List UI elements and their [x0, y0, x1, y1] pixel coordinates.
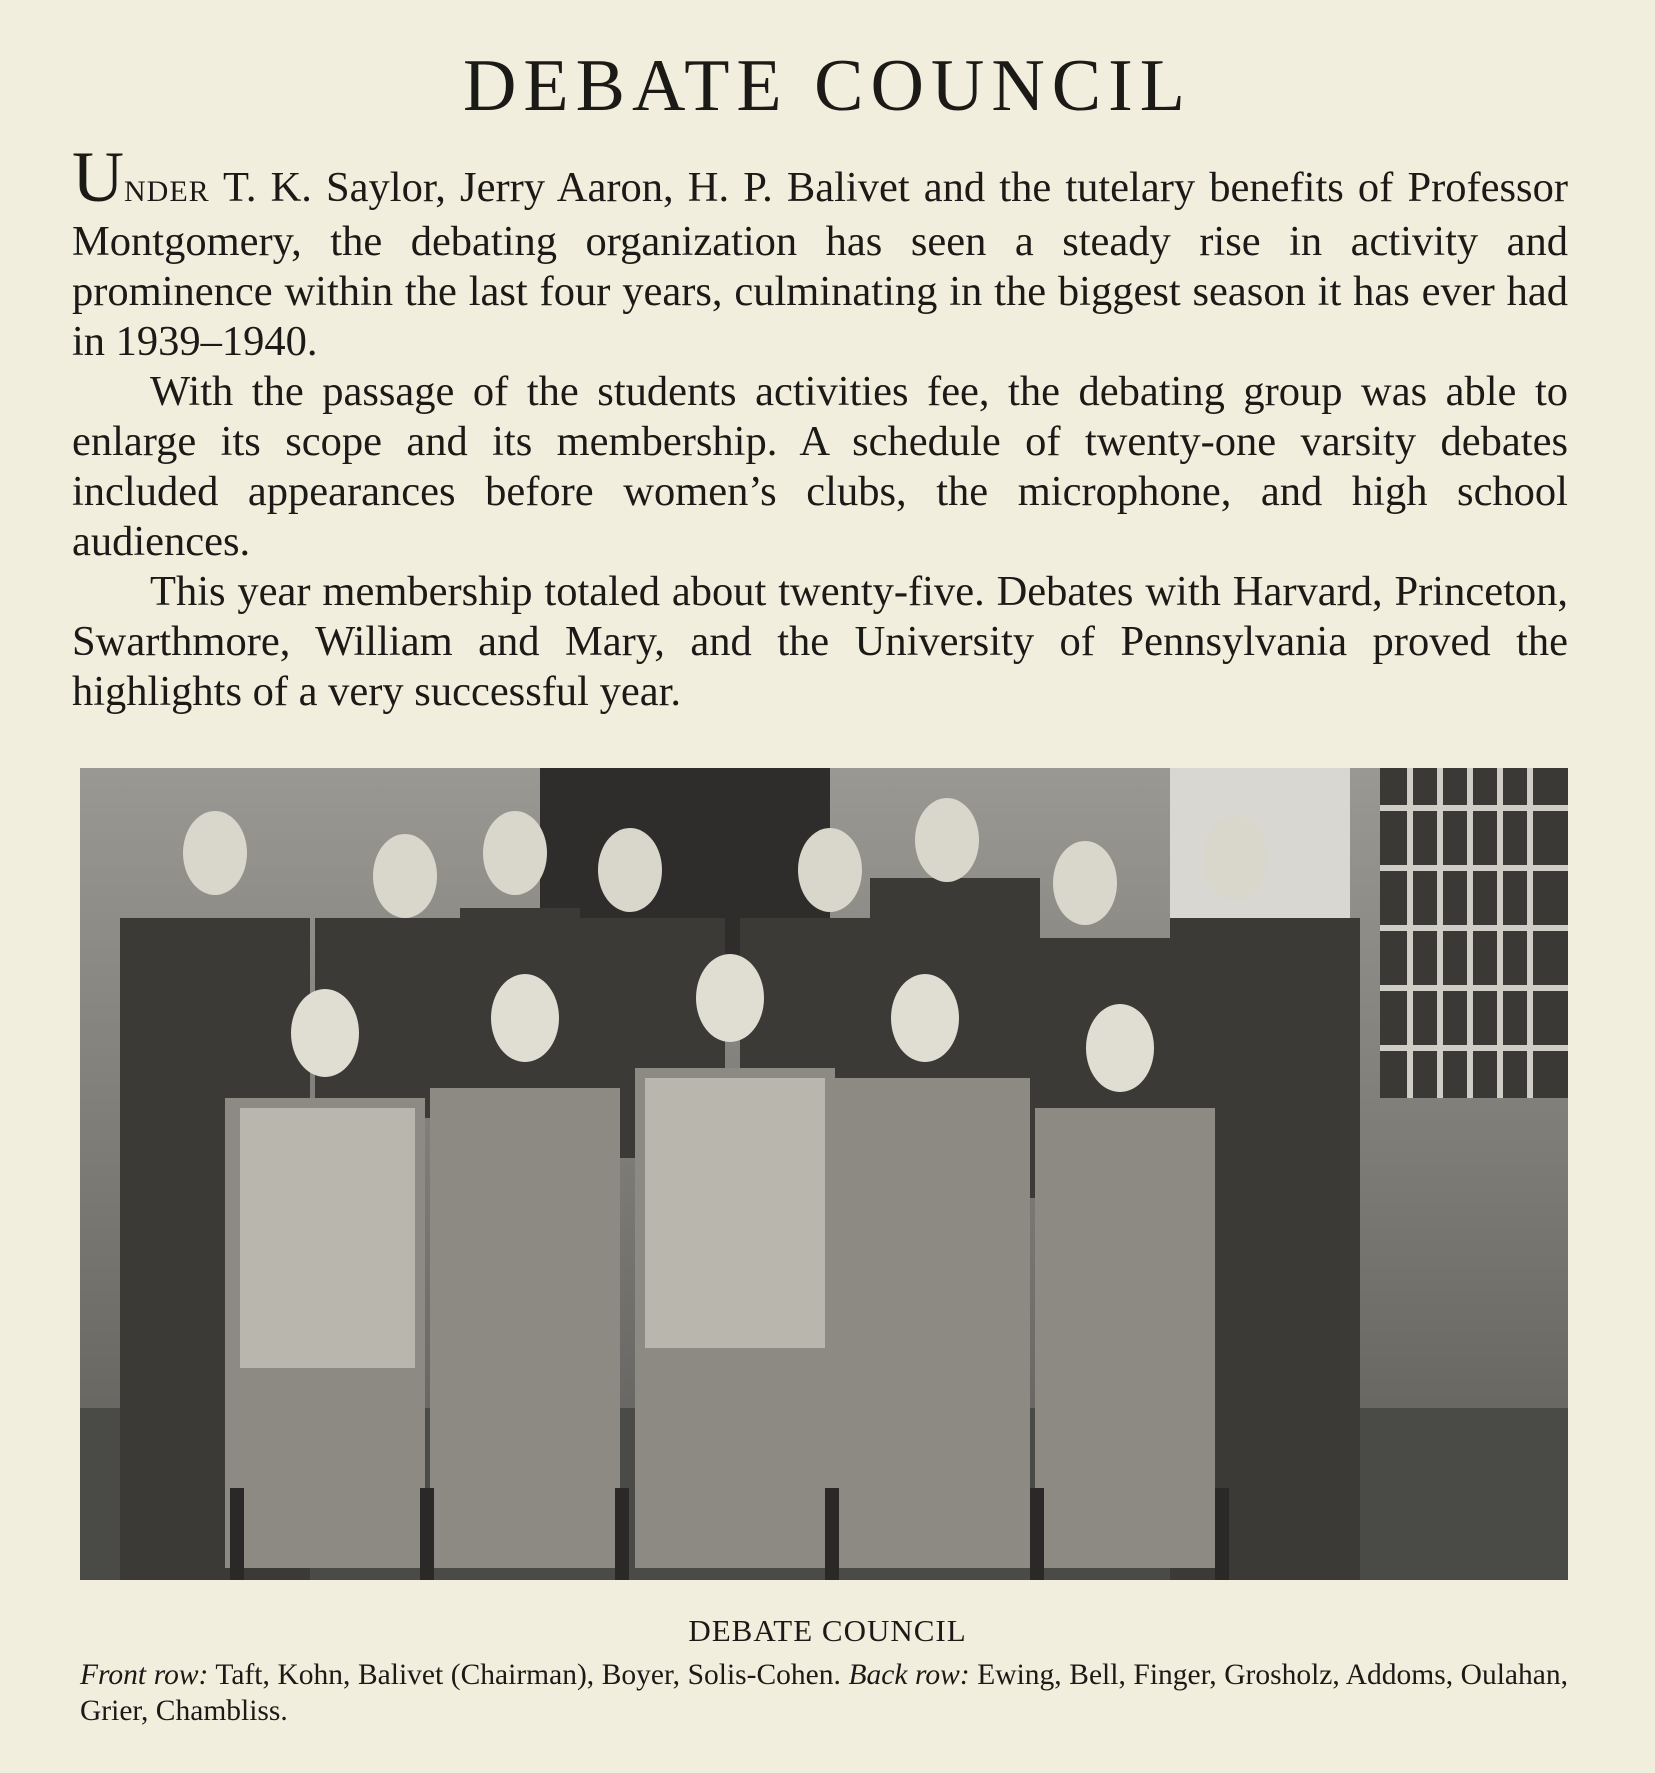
- page-title: DEBATE COUNCIL: [462, 45, 1193, 127]
- paragraph-3: This year membership totaled about twenty-five. Debates with Harvard, Princeton, Swarthmore, William and Mary, and the University of Pennsylvania proved the highlights of a very successful year.: [72, 568, 1568, 715]
- group-photo: [80, 768, 1568, 1580]
- drop-cap: U: [72, 137, 124, 217]
- paragraph-2: With the passage of the students activities fee, the debating group was able to enlarge its scope and its membership. A schedule of twenty-one varsity debates included appearances before women’s clubs, the microphone, and high school audiences.: [72, 368, 1568, 565]
- front-row-label: Front row:: [80, 1659, 209, 1691]
- back-row-names: Ewing, Bell, Finger, Grosholz, Addoms, Oulahan, Grier, Chambliss.: [80, 1659, 1568, 1727]
- paragraph-1-text: T. K. Saylor, Jerry Aaron, H. P. Balivet and the tutelary benefits of Professor Montgomery, the debating organization has seen a steady rise in activity and prominence within the last four years, culminating in the biggest season it has ever had in 1939–1940.: [72, 164, 1568, 365]
- small-caps-lead: NDER: [124, 175, 210, 208]
- back-row-label: Back row:: [848, 1659, 970, 1691]
- front-row-names: Taft, Kohn, Balivet (Chairman), Boyer, Solis-Cohen.: [208, 1659, 849, 1691]
- article-body: [72, 137, 1568, 717]
- paragraph-1: [72, 137, 1568, 367]
- photo-caption: [80, 1657, 1568, 1729]
- photo-caption-title: DEBATE COUNCIL: [688, 1613, 967, 1648]
